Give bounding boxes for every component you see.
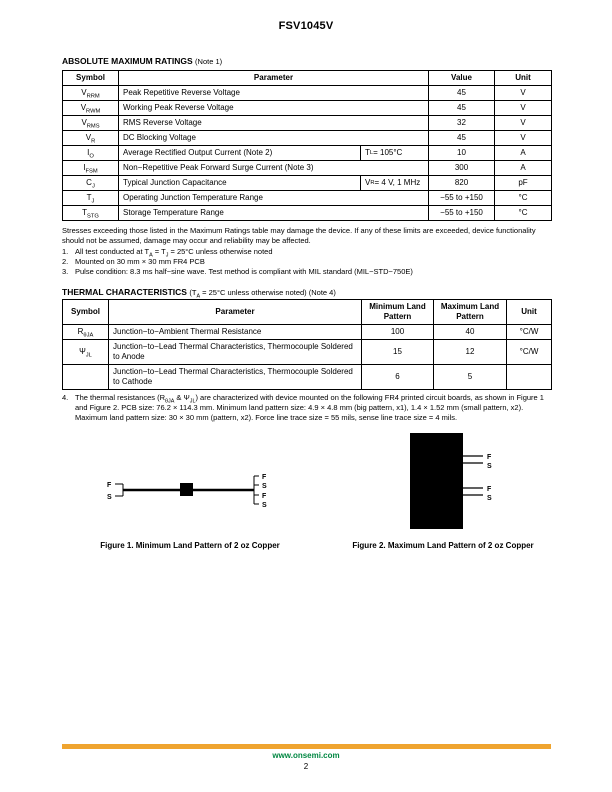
figure1-caption: Figure 1. Minimum Land Pattern of 2 oz Copper: [100, 541, 280, 550]
page-number: 2: [303, 762, 309, 771]
note-number: 3.: [62, 266, 69, 276]
parameter-cell: [119, 101, 429, 116]
thermal-row: [63, 340, 552, 365]
symbol-cell: $T_{STG}$: [63, 206, 119, 221]
note-number: 1.: [62, 246, 69, 256]
thermal-heading: [62, 287, 336, 300]
note-text: Mounted on 30 mm × 30 mm FR4 PCB: [75, 256, 205, 266]
sense-pin-label: S: [107, 494, 112, 501]
thermal-row: [63, 365, 552, 390]
force-pin-label: F: [262, 493, 267, 500]
condition-cell: T L = 105°C: [360, 146, 428, 160]
unit-cell: °C: [495, 191, 552, 206]
abs-max-heading: [62, 56, 222, 66]
thermal-row: [63, 325, 552, 340]
column-header-min-land: Minimum Land Pattern: [362, 300, 434, 325]
parameter-cell: [119, 116, 429, 131]
abs-max-heading-title: ABSOLUTE MAXIMUM RATINGS: [62, 56, 193, 66]
abs-max-row: [63, 131, 552, 146]
column-header-parameter: Parameter: [109, 300, 362, 325]
max-land-pattern-cell: 12: [434, 340, 507, 365]
column-header-unit: Unit: [495, 71, 552, 86]
symbol-cell: $V_{RRM}$: [63, 86, 119, 101]
abs-max-heading-note: (Note 1): [195, 57, 223, 66]
symbol-cell: $R_{\theta JA}$: [63, 325, 109, 340]
note-item: [62, 247, 551, 257]
force-pin-label: F: [487, 486, 492, 493]
thermal-heading-note: ($T_A = 25^\circ C$ unless otherwise noted) (Note 4): [189, 288, 336, 300]
figure2-caption: Figure 2. Maximum Land Pattern of 2 oz Copper: [352, 541, 534, 550]
parameter-cell: [119, 176, 429, 191]
unit-cell: [507, 365, 552, 390]
parameter-cell: Junction−to−Lead Thermal Characteristics, Thermocouple Soldered to Cathode: [109, 365, 362, 390]
parameter-cell: [119, 206, 429, 221]
abs-max-table: [62, 70, 552, 221]
parameter-text: RMS Reverse Voltage: [123, 118, 202, 127]
value-cell: −55 to +150: [429, 191, 495, 206]
unit-cell: °C/W: [507, 340, 552, 365]
value-cell: 10: [429, 146, 495, 161]
symbol-cell: [63, 365, 109, 390]
page-title: FSV1045V: [278, 20, 334, 32]
value-cell: 32: [429, 116, 495, 131]
abs-max-row: [63, 206, 552, 221]
symbol-cell: $C_J$: [63, 176, 119, 191]
thermal-header-row: [63, 300, 552, 325]
parameter-text: Typical Junction Capacitance: [123, 178, 227, 187]
parameter-cell: [119, 191, 429, 206]
condition-cell: V R = 4 V, 1 MHz: [360, 176, 428, 190]
symbol-cell: $\Psi_{JL}$: [63, 340, 109, 365]
column-header-parameter: Parameter: [119, 71, 429, 86]
thermal-table: [62, 299, 552, 390]
unit-cell: A: [495, 146, 552, 161]
value-cell: 820: [429, 176, 495, 191]
abs-max-row: [63, 191, 552, 206]
parameter-text: DC Blocking Voltage: [123, 133, 196, 142]
parameter-text: Non−Repetitive Peak Forward Surge Current (Note 3): [123, 163, 314, 172]
abs-max-row: [63, 176, 552, 191]
footer-link[interactable]: www.onsemi.com: [272, 751, 340, 760]
sense-pin-label: S: [487, 495, 492, 502]
abs-max-header-row: [63, 71, 552, 86]
symbol-cell: $I_{FSM}$: [63, 161, 119, 176]
unit-cell: °C: [495, 206, 552, 221]
parameter-text: Working Peak Reverse Voltage: [123, 103, 234, 112]
max-land-pattern-cell: 40: [434, 325, 507, 340]
unit-cell: V: [495, 101, 552, 116]
unit-cell: pF: [495, 176, 552, 191]
note-text: The thermal resistances ($R_{\theta JA}$ & $\Psi_{JL}$) are characterized with device mounted on the following FR4 printed circuit boards, as shown in Figure 1 and Figure 2. PCB size: 76.2 × 114.3 mm. Minimum land pattern size: 4.9 × 4.8 mm (big pattern, x1), 1.4 × 1.52 mm (small pattern, x2). Maximum land pattern size: 30 × 30 mm (pattern, x2). Force line trace size = 55 mils, sense line trace size = 4 mils.: [75, 393, 544, 422]
unit-cell: °C/W: [507, 325, 552, 340]
abs-max-row: [63, 86, 552, 101]
thermal-heading-title: THERMAL CHARACTERISTICS: [62, 287, 187, 297]
sense-pin-label: S: [262, 502, 267, 509]
abs-max-notes: [62, 247, 551, 277]
min-land-pattern-cell: 15: [362, 340, 434, 365]
parameter-text: Storage Temperature Range: [123, 208, 224, 217]
figure2-drawing: [405, 432, 505, 532]
symbol-cell: $V_{RMS}$: [63, 116, 119, 131]
unit-cell: A: [495, 161, 552, 176]
large-land-pattern-pad: [410, 433, 463, 529]
abs-max-row: [63, 161, 552, 176]
footer-accent-bar: [62, 744, 551, 749]
force-pin-label: F: [262, 474, 267, 481]
sense-pin-label: S: [487, 463, 492, 470]
parameter-cell: [119, 161, 429, 176]
force-pin-label: F: [107, 482, 112, 489]
symbol-cell: $V_R$: [63, 131, 119, 146]
min-land-pattern-cell: 100: [362, 325, 434, 340]
parameter-cell: Junction−to−Ambient Thermal Resistance: [109, 325, 362, 340]
unit-cell: V: [495, 131, 552, 146]
note-number: 2.: [62, 256, 69, 266]
column-header-max-land: Maximum Land Pattern: [434, 300, 507, 325]
parameter-cell: [119, 131, 429, 146]
stress-paragraph: Stresses exceeding those listed in the Maximum Ratings table may damage the device. If any of these limits are exceeded, device functionality should not be assumed, damage may occur and reliability may be affected.: [62, 226, 536, 245]
value-cell: 45: [429, 131, 495, 146]
abs-max-row: [63, 101, 552, 116]
symbol-cell: $I_O$: [63, 146, 119, 161]
small-land-pattern-pad: [180, 483, 193, 496]
force-pin-label: F: [487, 454, 492, 461]
unit-cell: V: [495, 86, 552, 101]
value-cell: −55 to +150: [429, 206, 495, 221]
column-header-value: Value: [429, 71, 495, 86]
parameter-text: Operating Junction Temperature Range: [123, 193, 263, 202]
sense-pin-label: S: [262, 483, 267, 490]
column-header-symbol: Symbol: [63, 300, 109, 325]
max-land-pattern-cell: 5: [434, 365, 507, 390]
thermal-note-block: [62, 393, 551, 423]
note-item: [62, 257, 551, 267]
parameter-text: Peak Repetitive Reverse Voltage: [123, 88, 240, 97]
value-cell: 45: [429, 101, 495, 116]
note-text: All test conducted at $T_A = T_J = 25^\circ C$ unless otherwise noted: [75, 246, 273, 259]
abs-max-row: [63, 146, 552, 161]
parameter-cell: Junction−to−Lead Thermal Characteristics, Thermocouple Soldered to Anode: [109, 340, 362, 365]
note-item: [62, 393, 551, 423]
column-header-symbol: Symbol: [63, 71, 119, 86]
symbol-cell: $V_{RWM}$: [63, 101, 119, 116]
note-number: 4.: [62, 393, 69, 402]
abs-max-footnotes: [62, 226, 551, 276]
parameter-cell: [119, 146, 429, 161]
value-cell: 300: [429, 161, 495, 176]
column-header-unit: Unit: [507, 300, 552, 325]
note-text: Pulse condition: 8.3 ms half−sine wave. Test method is compliant with MIL standard (MIL−STD−750E): [75, 266, 413, 276]
figure1-drawing: [106, 468, 278, 514]
note-item: [62, 267, 551, 277]
abs-max-row: [63, 116, 552, 131]
unit-cell: V: [495, 116, 552, 131]
parameter-cell: [119, 86, 429, 101]
min-land-pattern-cell: 6: [362, 365, 434, 390]
parameter-text: Average Rectified Output Current (Note 2): [123, 148, 273, 157]
symbol-cell: $T_J$: [63, 191, 119, 206]
value-cell: 45: [429, 86, 495, 101]
